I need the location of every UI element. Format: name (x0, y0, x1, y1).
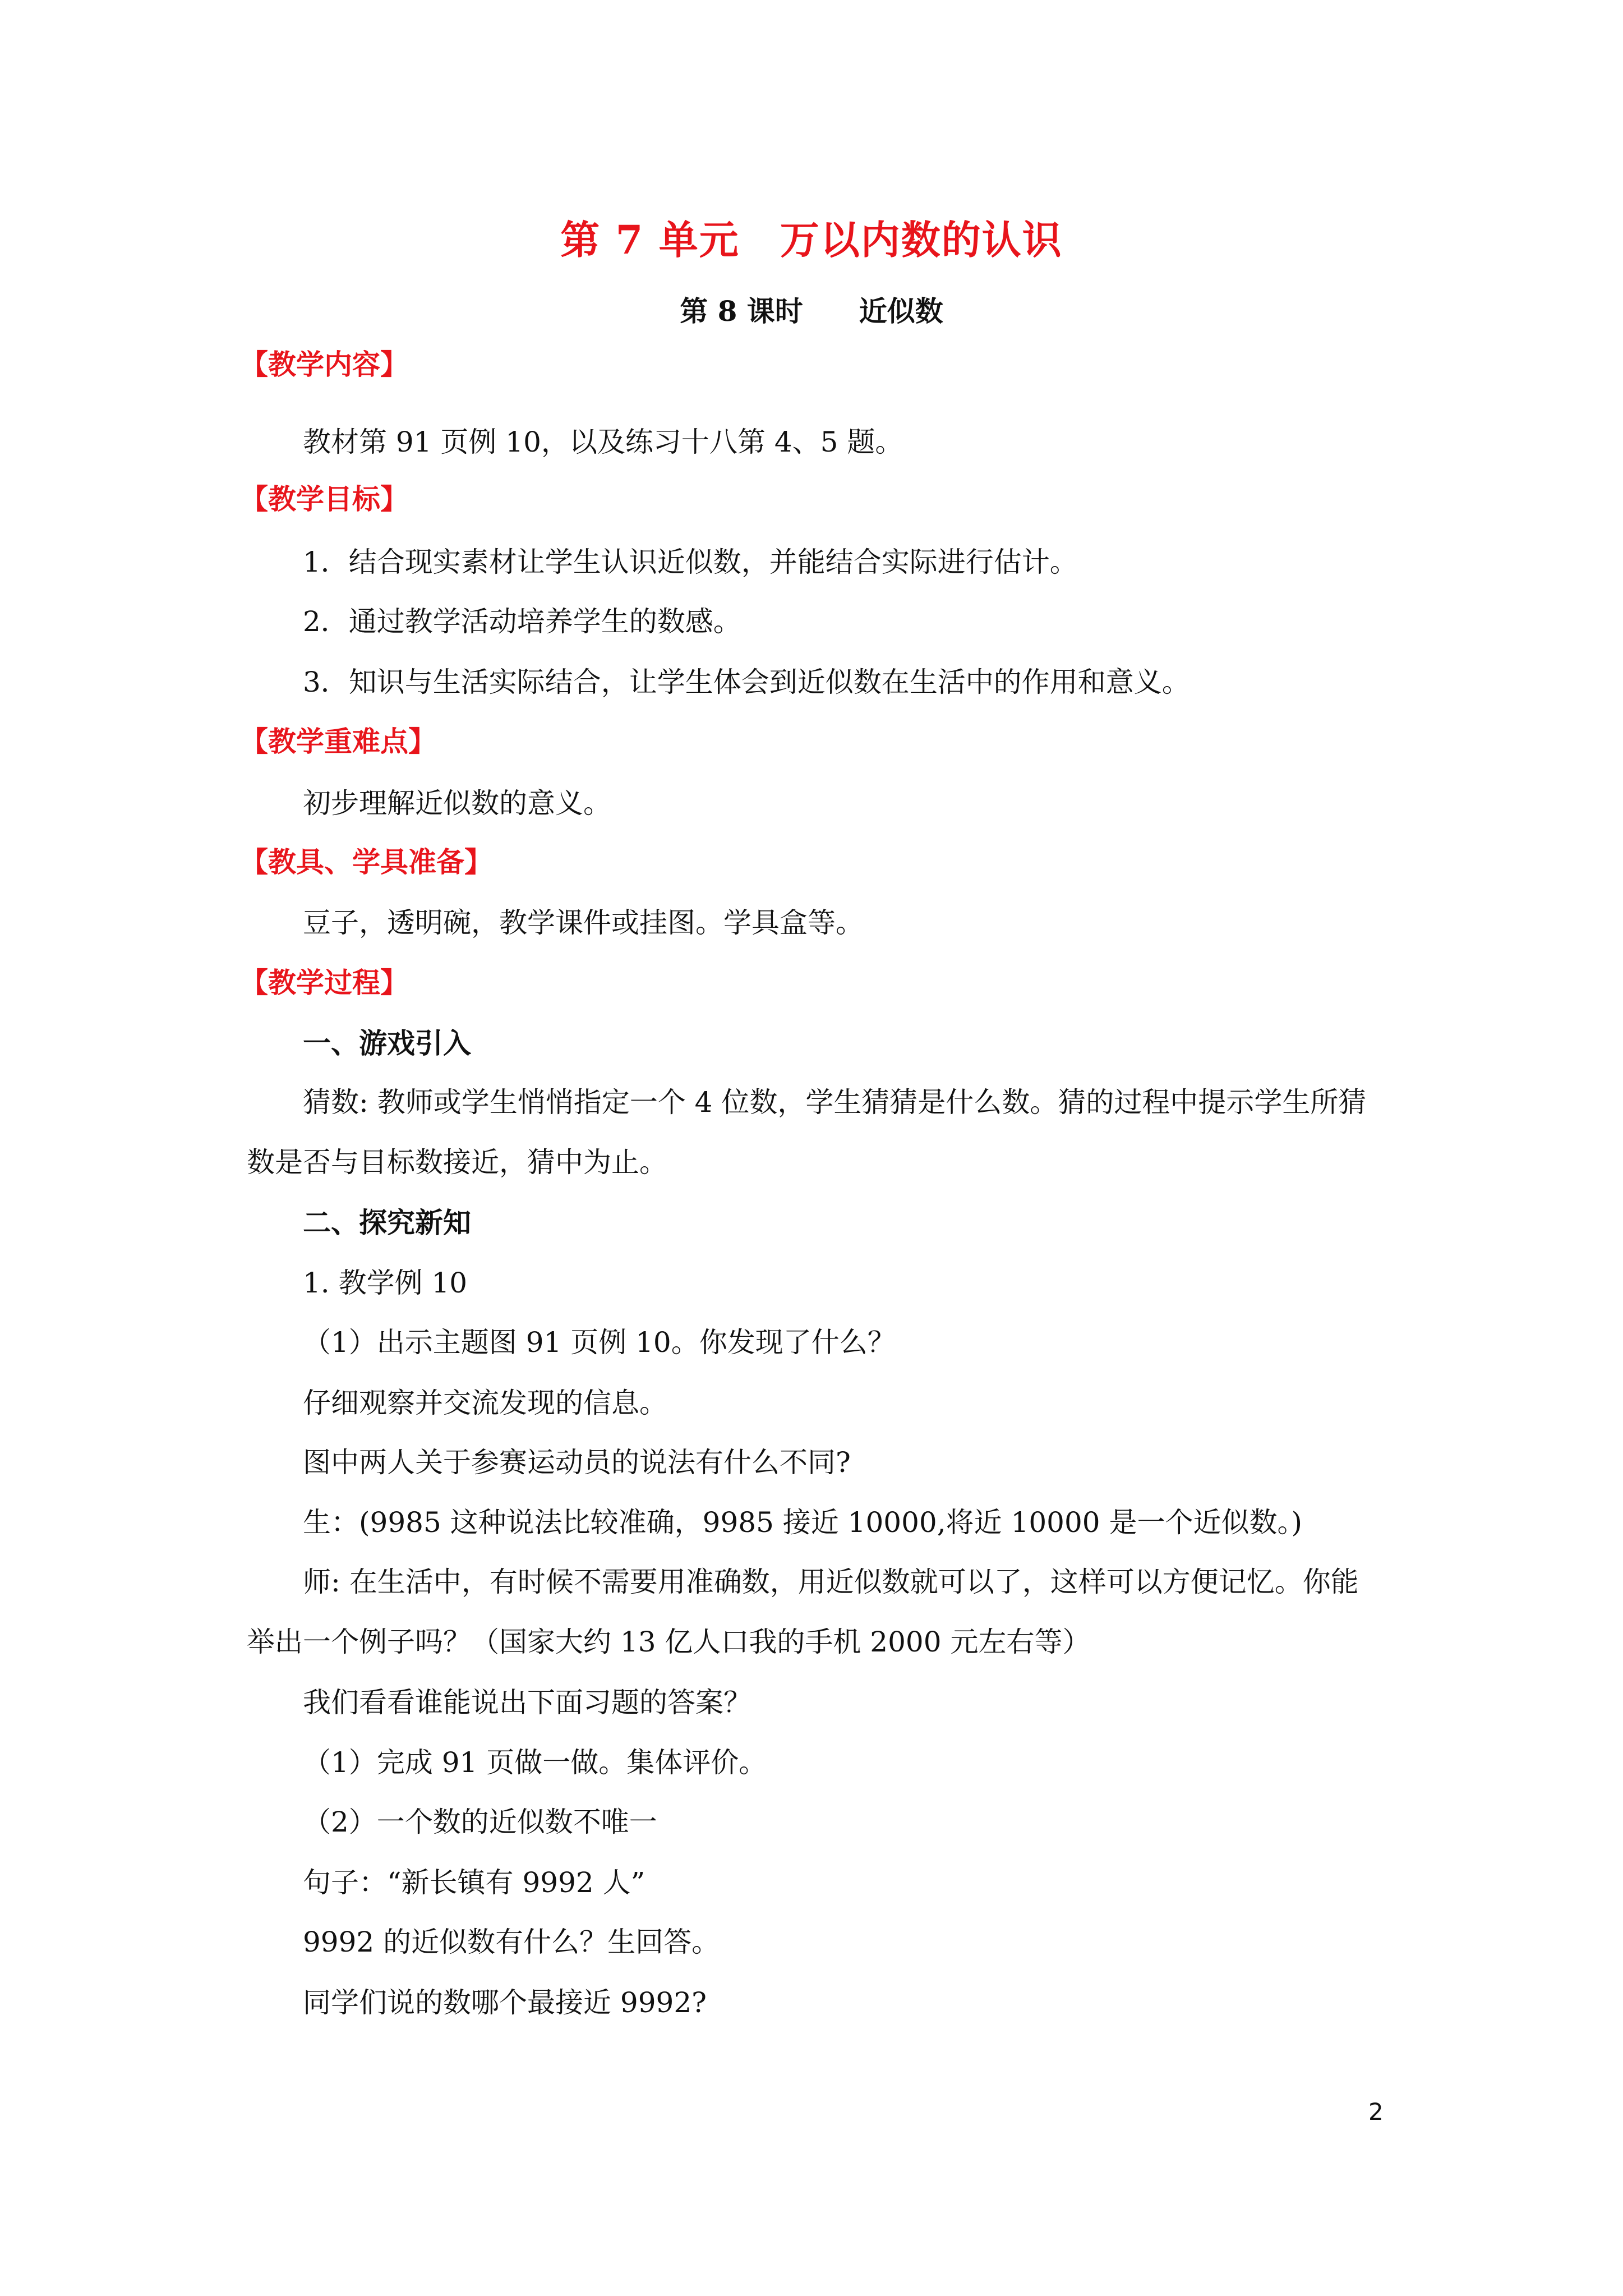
section-heading-content: 【教学内容】 (240, 348, 408, 381)
page-number: 2 (1368, 2098, 1384, 2125)
goal-item: 2．通过教学活动培养学生的数感。 (303, 605, 741, 638)
process-part1-heading: 一、游戏引入 (303, 1027, 471, 1060)
teacher-line: 师: 在生活中，有时候不需要用准确数，用近似数就可以了，这样可以方便记忆。你能 (303, 1566, 1359, 1598)
process-line: 句子：“新长镇有 9992 人” (303, 1866, 645, 1899)
process-part2-heading: 二、探究新知 (303, 1206, 471, 1239)
key-points-text: 初步理解近似数的意义。 (303, 787, 611, 820)
process-line: 9992 的近似数有什么？生回答。 (303, 1926, 720, 1958)
process-paragraph-line: 数是否与目标数接近，猜中为止。 (247, 1146, 667, 1179)
process-paragraph-line: 猜数: 教师或学生悄悄指定一个 4 位数，学生猜猜是什么数。猜的过程中提示学生所猜 (303, 1086, 1367, 1119)
section-heading-process: 【教学过程】 (240, 966, 408, 999)
teacher-line: 举出一个例子吗？（国家大约 13 亿人口我的手机 2000 元左右等） (247, 1626, 1091, 1658)
process-line: 我们看看谁能说出下面习题的答案？ (303, 1686, 751, 1719)
process-line: 生：(9985 这种说法比较准确，9985 接近 10000,将近 10000 是一个近似数。) (303, 1506, 1302, 1539)
process-line: 1. 教学例 10 (303, 1267, 468, 1299)
section-heading-preparation: 【教具、学具准备】 (240, 845, 492, 878)
process-line: （2）一个数的近似数不唯一 (303, 1806, 657, 1838)
section-heading-key-points: 【教学重难点】 (240, 725, 436, 758)
process-line: 同学们说的数哪个最接近 9992? (303, 1986, 707, 2019)
process-line: 图中两人关于参赛运动员的说法有什么不同? (303, 1446, 851, 1479)
lesson-subtitle: 第 8 课时 近似数 (680, 295, 943, 328)
goal-item: 3．知识与生活实际结合，让学生体会到近似数在生活中的作用和意义。 (303, 666, 1190, 698)
process-line: （1）完成 91 页做一做。集体评价。 (303, 1746, 767, 1779)
unit-title: 第 7 单元 万以内数的认识 (560, 217, 1063, 263)
content-text: 教材第 91 页例 10，以及练习十八第 4、5 题。 (303, 426, 903, 458)
section-heading-goals: 【教学目标】 (240, 482, 408, 516)
process-line: 仔细观察并交流发现的信息。 (303, 1387, 667, 1419)
preparation-text: 豆子，透明碗，教学课件或挂图。学具盒等。 (303, 907, 864, 939)
process-line: （1）出示主题图 91 页例 10。你发现了什么？ (303, 1326, 896, 1359)
goal-item: 1．结合现实素材让学生认识近似数，并能结合实际进行估计。 (303, 546, 1078, 578)
